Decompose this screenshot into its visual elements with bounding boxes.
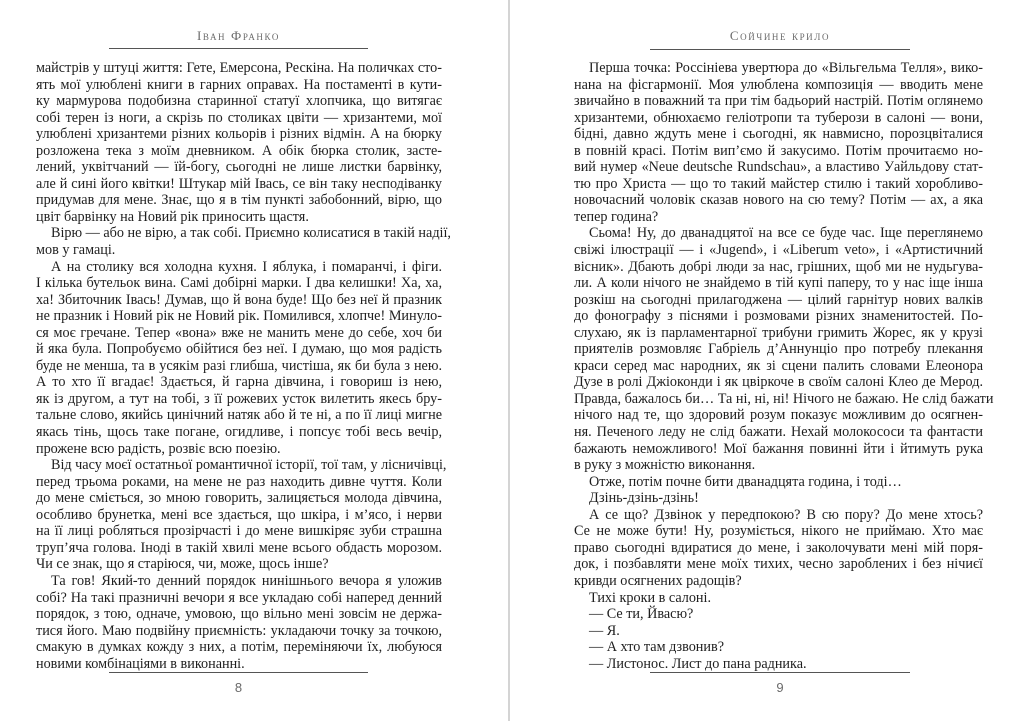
text-line: Чи се знак, що я старіюся, чи, може, щось інше? [36, 556, 329, 573]
text-line: Та гов! Який-то денний порядок нинішнього вечора я уложив [51, 572, 442, 589]
text-line: в повній красі. Потім вип’ємо й закусимо. Потім прочитаємо но- [574, 142, 983, 159]
text-line: док, і позбавляти мене моїх тихих, чесно зароблених і без нічиєї [574, 556, 983, 573]
header-rule [109, 48, 368, 49]
text-line: особливо брунетка, мені все здається, що шкіра, і м’ясо, і нерви [36, 506, 442, 523]
page-number: 9 [776, 680, 784, 695]
text-line: порядок, з тою, одначе, умовою, що вільно мені зовсім не держа- [36, 606, 442, 623]
text-line: вий нумер «Neue deutsche Rundschau», а властиво Уайльдову стат- [574, 159, 983, 176]
text-line: І кілька бутельок вина. Самі добірні марки. І два келишки! Ха, ха, [36, 275, 442, 292]
footer-rule [109, 672, 368, 673]
text-line: вісник». Дбають добрі люди за нас, грішних, щоб ми не нудьгува- [574, 258, 983, 275]
text-line: Сьома! Ну, до дванадцятої на все се буде час. Іще переглянемо [589, 225, 983, 242]
text-line: бідні, давно ждуть мене і сьогодні, як навмисно, порозцвіталися [574, 126, 983, 143]
text-line: смакую в думках кожду з них, а потім, переміняючи їх, любуюся [36, 639, 442, 656]
text-line: кривди осягнених радощів? [574, 572, 742, 589]
text-line: лений, уквітчаний — їй-богу, сьогодні не лише листки барвінку, [36, 159, 442, 176]
text-line: Тихі кроки в салоні. [589, 589, 711, 606]
text-line: новочасний чоловік сказав нового на сю тему? Потім — ах, а яка [574, 192, 983, 209]
text-line: А се що? Дзвінок у передпокою? В сю пору? До мене хтось? [589, 506, 983, 523]
body-text [574, 60, 994, 672]
text-line: звичайно в поважний та при тім бадьорий настрій. Потім оглянемо [574, 93, 983, 110]
text-line: нана на фісгармонії. Моя улюблена композиція — вводить мене [574, 76, 983, 93]
text-line: не празник і Новий рік не Новий рік. Помилився, хлопче! Минуло- [36, 308, 442, 325]
text-line: розкіш на сьогодні прилагоджена — цілий гарнітур нових валків [574, 291, 983, 308]
text-line: нічого над те, що здоровий розум показує можливим до осягнен- [574, 407, 983, 424]
text-line: тальне слово, якийсь цинічний натяк або й те ні, а по її лиці мигне [36, 407, 442, 424]
text-line: новими комбінаціями в виконанні. [36, 655, 245, 672]
text-line: тепер година? [574, 208, 659, 225]
text-line: Дузе в ролі Джіоконди і як цвіркоче в своїм салоні Клео де Мерод. [574, 374, 983, 391]
text-line: тю про Христа — що то такий майстер стилю і такий хоробливо- [574, 175, 983, 192]
running-head-author: Іван Франко [196, 28, 281, 43]
text-line: труп’яча голова. Іноді в такій хвилі мене всього обдасть морозом. [36, 539, 442, 556]
text-line: майстрів у штуці життя: Гете, Емерсона, Рескіна. На поличках сто- [36, 60, 442, 76]
text-line: право сьогодні вдиратися до мене, і заколочувати мені мій поря- [574, 539, 983, 556]
text-line: ку мармурова подобизна старинної статуї хлопчика, що витягає [36, 93, 442, 110]
text-line: краси серед мас народних, як зі сцени палить словами Елеонора [574, 357, 983, 374]
text-line: Дзінь-дзінь-дзінь! [589, 490, 699, 507]
text-line: перед трьома роками, на мене не раз находить дивне чуття. Коли [36, 473, 442, 490]
text-line: Правда, бажалось би… Та ні, ні, ні! Нічого не бажаю. Не слід бажати [574, 390, 994, 407]
text-line: ять мої улюблені книги в гарних оправах. На постаменті в кути- [36, 76, 442, 93]
text-line: тися його. Маю подвійну приємність: укладаючи точку за точкою, [36, 622, 442, 639]
footer-rule [650, 672, 910, 673]
text-line: буде не менша, та в усякім разі глибша, чистіша, як би була з нею. [36, 357, 442, 374]
text-line: ся моє гречане. Тепер «вона» вже не манить мене до себе, хоч би [36, 324, 442, 341]
text-line: ня. Печеного леду не слід бажати. Нехай молокососи та фантасти [574, 424, 983, 441]
text-line: мов у гамаці. [36, 242, 116, 259]
header-rule [650, 49, 910, 50]
text-line: — Я. [589, 622, 620, 639]
text-line: прожене всю радість, розвіє всю поезію. [36, 440, 281, 457]
left-page [0, 0, 508, 721]
text-line: — Листонос. Лист до пана радника. [589, 655, 807, 672]
text-line: до мене сміється, зо мною говорить, залицяється молода дівчина, [36, 490, 442, 507]
text-line: слухаю, як із парламентарної трибуни гримить Жорес, як у крузі [574, 324, 983, 341]
text-line: собі? На такі празничні вечори я все укладаю собі наперед денний [36, 589, 442, 606]
text-line: улюблені хризантеми різних кольорів і різних відмін. А на бюрку [36, 126, 442, 143]
text-line: — А хто там дзвонив? [589, 639, 724, 656]
text-line: Перша точка: Россініева увертюра до «Вільгельма Телля», вико- [589, 60, 983, 76]
text-line: ли. А коли нічого не знайдемо в тій купі паперу, то у нас іще інша [574, 275, 983, 292]
text-line: ха! Збиточник Івась! Думав, що й вона буде! Що без неї й празник [36, 291, 442, 308]
text-line: цвіт барвінку на Новий рік приносить щастя. [36, 208, 309, 225]
text-line: в руку з можністю виконання. [574, 457, 756, 474]
text-line: бажають неможливого! Мої бажання повинні йти і йтимуть рука [574, 440, 983, 457]
text-line: Вірю — або не вірю, а так собі. Приємно колисатися в такій надії, [51, 225, 451, 242]
text-line: Від часу моєї остатньої романтичної історії, тої там, у лісничівці, [51, 457, 447, 474]
body-text [36, 60, 451, 672]
text-line: й яка була. Попробуємо обійтися без неї. І думаю, що моя радість [36, 341, 442, 358]
text-line: придумав для мене. Знає, що я в тім пункті забобонний, вірю, що [36, 192, 442, 209]
text-line: приятелів розмовляє Габріель д’Аннунціо про потребу плекання [574, 341, 983, 358]
text-line: А то хто її вгадає! Здається, й гарна дівчина, і говориш із нею, [36, 374, 442, 391]
text-line: Се не може бути! Ну, розуміється, нікого не приймаю. Хто має [574, 523, 983, 540]
text-line: собі терен із ноги, а скрізь по столиках цвіти — хризантеми, мої [36, 109, 442, 126]
text-line: на її лиці робляться прозірчасті і до мене вишкіряє зуби страшна [36, 523, 442, 540]
text-line: але й сині його квітки! Штукар мій Івась, се він таку несподіванку [36, 175, 442, 192]
running-head-title: Сойчине крило [729, 28, 831, 43]
right-page [510, 0, 1025, 721]
text-line: А на столику вся холодна кухня. І яблука, і помаранчі, і фіги. [51, 258, 442, 275]
text-line: Отже, потім почне бити дванадцята година, і тоді… [589, 473, 902, 490]
text-line: якась тінь, щось таке погане, огидливе, і попсує тобі весь вечір, [36, 424, 442, 441]
text-line: хризантеми, обнюхаємо геліотропи та туберози в салоні — вони, [574, 109, 983, 126]
text-line: — Се ти, Йвасю? [589, 606, 694, 623]
text-line: свіжі ілюстрації — і «Jugend», і «Liberum veto», і «Артистичний [574, 242, 983, 259]
text-line: до фонографу з піснями і розмовами різних знаменитостей. По- [574, 308, 983, 325]
text-line: розложена тека з моїм дневником. А обік бюрка столик, засте- [36, 142, 442, 159]
page-number: 8 [234, 680, 243, 695]
text-line: як із другом, а тут на тобі, з її рожевих усток вилетить якесь бру- [36, 390, 442, 407]
